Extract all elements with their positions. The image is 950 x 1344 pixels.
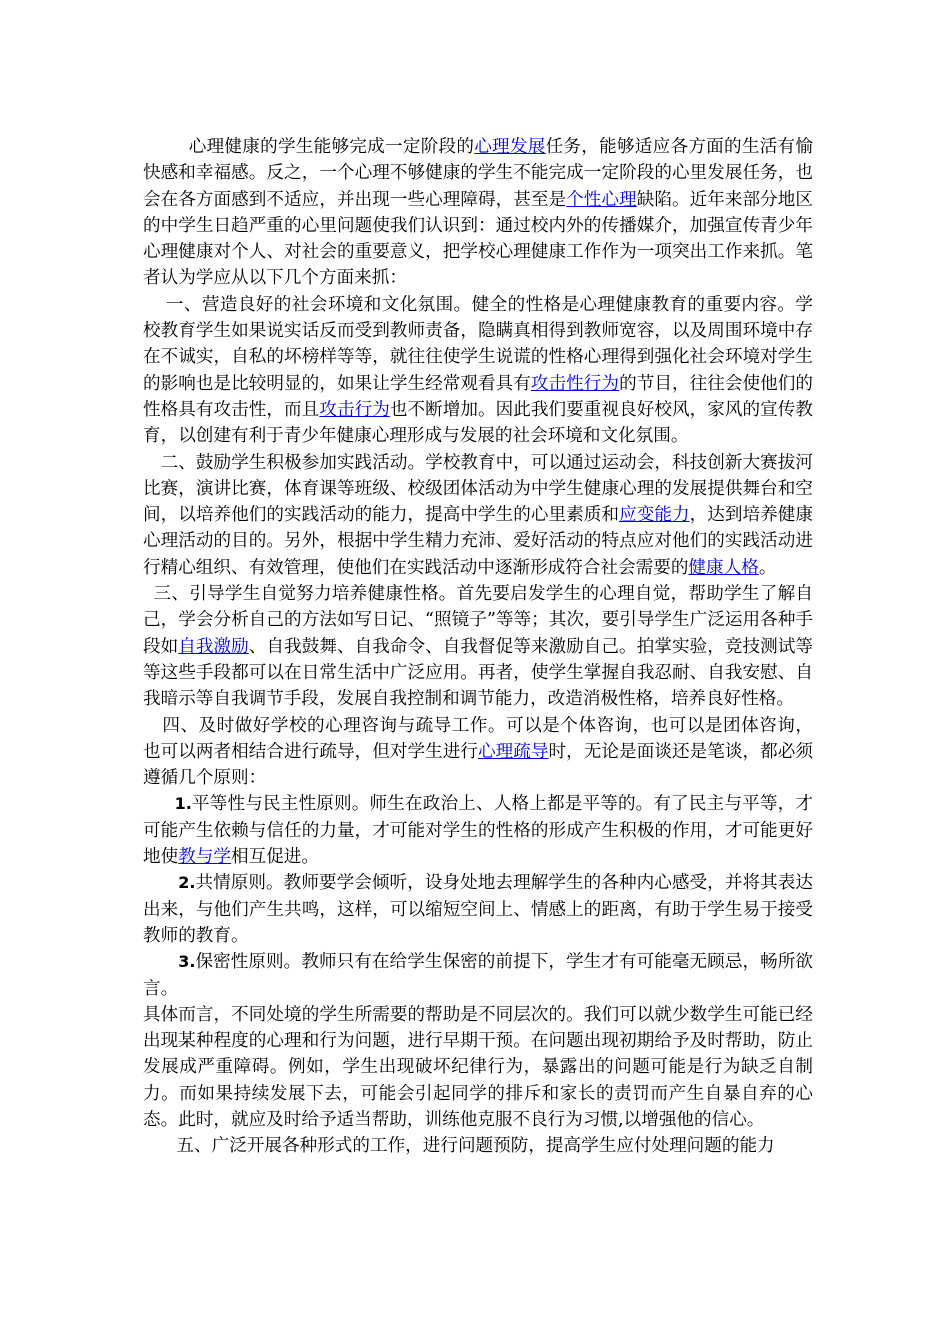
link-attack-behavior[interactable]: 攻击行为 xyxy=(319,399,390,420)
text-run: 保密性原则。教师只有在给学生保密的前提下，学生才有可能毫无顾忌，畅所欲言。 xyxy=(143,952,813,999)
paragraph-section-4 xyxy=(143,713,813,792)
text-run: 心理健康的学生能够完成一定阶段的 xyxy=(188,137,475,157)
paragraph-section-2 xyxy=(143,450,813,581)
link-psychological-development[interactable]: 心理发展 xyxy=(474,137,546,157)
link-self-motivation[interactable]: 自我激励 xyxy=(178,636,249,657)
paragraph-intro xyxy=(143,134,813,292)
paragraph-section-5 xyxy=(143,1133,813,1159)
text-run: 四、及时做好学校的心理咨询与疏导工作。可以是个体咨询，也可以是团体咨询，也可以两者相结合进行疏导，但对学生进行 xyxy=(143,715,813,762)
paragraph-principle-3 xyxy=(143,949,813,1002)
text-run: 具体而言，不同处境的学生所需要的帮助是不同层次的。我们可以就少数学生可能已经出现某种程度的心理和行为问题，进行早期干预。在问题出现初期给予及时帮助，防止发展成严重障碍。例如，学生出现破坏纪律行为，暴露出的问题可能是行为缺乏自制力。而如果持续发展下去，可能会引起同学的排斥和家长的责罚而产生自暴自弃的心态。此时，就应及时给予适当帮助，训练他克服不良行为习惯,以增强他的信心。 xyxy=(143,1004,813,1130)
paragraph-specifics xyxy=(143,1002,813,1133)
link-adaptability[interactable]: 应变能力 xyxy=(619,505,690,526)
link-psychological-counseling[interactable]: 心理疏导 xyxy=(478,741,549,762)
list-number: 1. xyxy=(174,794,192,814)
text-run: 相互促进。 xyxy=(231,847,319,868)
paragraph-section-3 xyxy=(143,581,813,712)
paragraph-section-1 xyxy=(143,292,813,450)
text-run: 平等性与民主性原则。师生在政治上、人格上都是平等的。有了民主与平等，才可能产生依赖与信任的力量，才可能对学生的性格的形成产生积极的作用，才可能更好地使 xyxy=(143,794,813,868)
link-teaching-and-learning[interactable]: 教与学 xyxy=(178,847,231,868)
text-run: 二、鼓励学生积极参加实践活动。学校教育中，可以通过运动会，科技创新大赛拔河比赛，演讲比赛，体育课等班级、校级团体活动为中学生健康心理的发展提供舞台和空间，以培养他们的实践活动的能力，提高中学生的心里素质和 xyxy=(143,452,813,526)
document-body xyxy=(143,134,813,1160)
text-run: 时，无论是面谈还是笔谈，都必须遵循几个原则： xyxy=(143,741,813,789)
text-run: 也不断增加。因此我们要重视良好校风，家风的宣传教育，以创建有利于青少年健康心理形成与发展的社会环境和文化氛围。 xyxy=(143,399,813,447)
text-run: 的节目，往往会使他们的性格具有攻击性，而且 xyxy=(143,373,813,420)
text-run: 五、广泛开展各种形式的工作，进行问题预防，提高学生应付处理问题的能力 xyxy=(176,1136,775,1157)
text-run: 缺陷。近年来部分地区的中学生日趋严重的心里问题使我们认识到：通过校内外的传播媒介，加强宣传青少年心理健康对个人、对社会的重要意义，把学校心理健康工作作为一项突出工作来抓。笔者认为学应从以下几个方面来抓： xyxy=(143,189,813,289)
link-aggressive-behavior[interactable]: 攻击性行为 xyxy=(530,373,620,394)
text-run: 、自我鼓舞、自我命令、自我督促等来激励自己。拍掌实验，竞技测试等等这些手段都可以在日常生活中广泛应用。再者，使学生掌握自我忍耐、自我安慰、自我暗示等自我调节手段，发展自我控制和调节能力，改造消极性格，培养良好性格。 xyxy=(143,636,813,710)
list-number: 3. xyxy=(178,952,196,972)
text-run: ，达到培养健康心理活动的目的。另外，根据中学生精力充沛、爱好活动的特点应对他们的实践活动进行精心组织、有效管理，使他们在实践活动中逐渐形成符合社会需要的 xyxy=(143,505,813,578)
text-run: 一、营造良好的社会环境和文化氛围。健全的性格是心理健康教育的重要内容。学校教育学生如果说实话反而受到教师责备，隐瞒真相得到教师宽容，以及周围环境中存在不诚实，自私的坏榜样等等，就往往使学生说谎的性格心理得到强化社会环境对学生的影响也是比较明显的，如果让学生经常观看具有 xyxy=(143,294,813,394)
link-healthy-personality[interactable]: 健康人格 xyxy=(688,557,759,578)
text-run: 任务，能够适应各方面的生活有愉快感和幸福感。反之，一个心理不够健康的学生不能完成一定阶段的心里发展任务，也会在各方面感到不适应，并出现一些心理障碍，甚至是 xyxy=(143,137,813,210)
text-run: 三、引导学生自觉努力培养健康性格。首先要启发学生的心理自觉，帮助学生了解自己，学会分析自己的方法如写日记、“照镜子”等等；其次，要引导学生广泛运用各种手段如 xyxy=(143,584,813,657)
text-run: 。 xyxy=(758,557,777,578)
link-personality-psychology[interactable]: 个性心理 xyxy=(566,189,637,210)
paragraph-principle-1 xyxy=(143,791,813,870)
list-number: 2. xyxy=(178,873,196,893)
paragraph-principle-2 xyxy=(143,870,813,949)
text-run: 共情原则。教师要学会倾听，设身处地去理解学生的各种内心感受，并将其表达出来，与他们产生共鸣，这样，可以缩短空间上、情感上的距离，有助于学生易于接受教师的教育。 xyxy=(143,873,813,946)
